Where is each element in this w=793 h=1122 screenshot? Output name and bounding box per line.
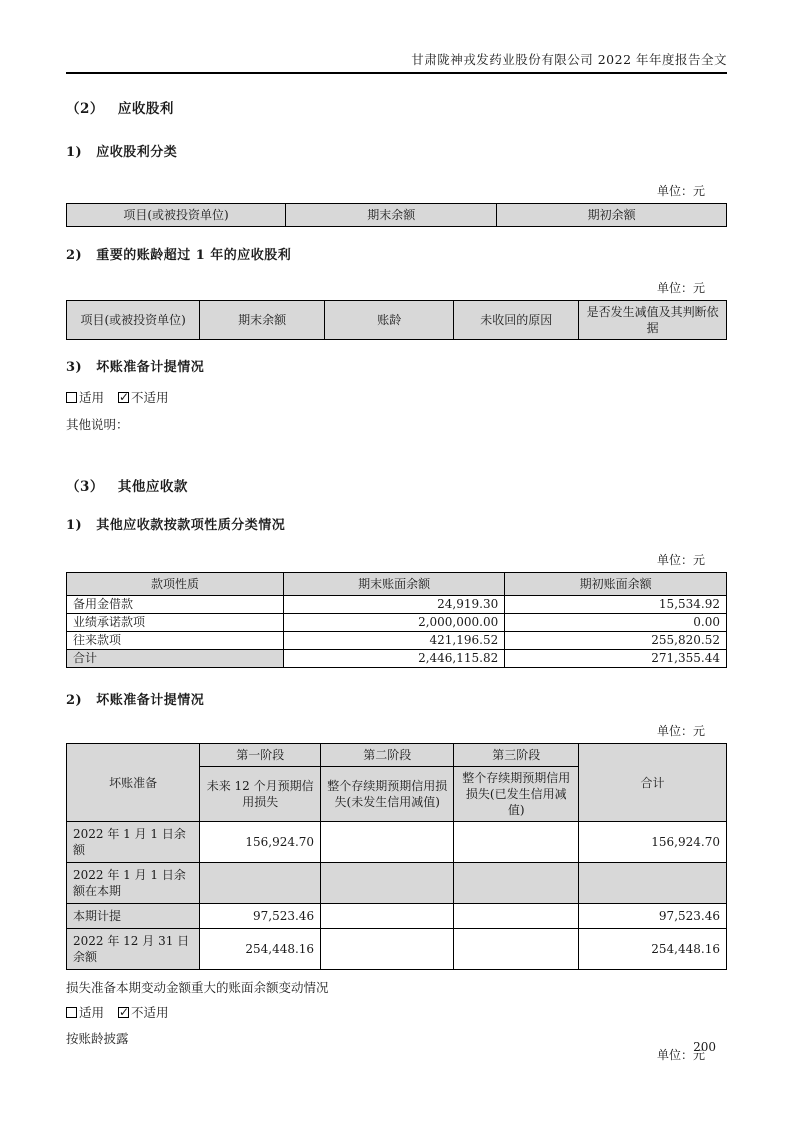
unit-label: 单位：元 (656, 184, 705, 198)
value-cell: 2,446,115.82 (284, 650, 505, 668)
value-cell: 421,196.52 (284, 632, 505, 650)
not-applicable-label: 不适用 (131, 1005, 169, 1020)
applicable-option (66, 390, 104, 405)
header-cell: 期末余额 (200, 301, 325, 340)
value-cell: 271,355.44 (505, 650, 727, 668)
value-cell (321, 929, 454, 970)
subsection-number: 2) (66, 248, 83, 263)
value-cell: 156,924.70 (200, 822, 321, 863)
total-label-cell: 合计 (67, 650, 284, 668)
table-row (67, 632, 727, 650)
unit-label: 单位：元 (656, 553, 705, 567)
header-cell: 账龄 (325, 301, 454, 340)
section-title: 应收股利 (117, 101, 174, 117)
applicability-checkboxes (66, 1004, 727, 1021)
unit-label: 单位：元 (656, 281, 705, 295)
section-heading-dividends (66, 101, 727, 118)
unit-label: 单位：元 (656, 724, 705, 738)
subsection-title: 应收股利分类 (96, 145, 178, 160)
header-cell: 第二阶段 (321, 744, 454, 767)
aging-disclosure-note: 按账龄披露 (66, 1031, 129, 1046)
value-cell (200, 863, 321, 904)
header-cell: 是否发生减值及其判断依据 (579, 301, 727, 340)
corner-header-cell: 坏账准备 (67, 744, 200, 822)
value-cell: 97,523.46 (579, 904, 727, 929)
value-cell (454, 863, 579, 904)
loss-provision-note: 损失准备本期变动金额重大的账面余额变动情况 (66, 980, 329, 995)
row-label-cell: 2022 年 12 月 31 日余额 (67, 929, 200, 970)
table-row (67, 904, 727, 929)
subsection-dividend-aging (66, 247, 727, 264)
total-row (67, 650, 727, 668)
value-cell: 254,448.16 (200, 929, 321, 970)
header-cell: 期初余额 (497, 204, 727, 227)
header-cell: 项目(或被投资单位) (67, 204, 286, 227)
subsection-title: 坏账准备计提情况 (96, 693, 205, 708)
subsection-number: 1) (66, 518, 83, 533)
table-header-row (67, 301, 727, 340)
header-cell: 整个存续期预期信用损失(已发生信用减值) (454, 767, 579, 822)
header-cell: 第一阶段 (200, 744, 321, 767)
table-row (67, 822, 727, 863)
table-row (67, 614, 727, 632)
total-header-cell: 合计 (579, 744, 727, 822)
value-cell (454, 929, 579, 970)
subsection-title: 重要的账龄超过 1 年的应收股利 (96, 248, 292, 263)
unchecked-checkbox-icon (66, 392, 77, 403)
subsection-bad-debt-provision-2 (66, 692, 727, 709)
value-cell (321, 863, 454, 904)
applicable-label: 适用 (79, 1005, 105, 1020)
table-header-row (67, 204, 727, 227)
subsection-title: 坏账准备计提情况 (96, 360, 205, 375)
applicable-label: 适用 (79, 390, 105, 405)
subsection-number: 1) (66, 145, 83, 160)
nature-label-cell: 备用金借款 (67, 596, 284, 614)
dividend-classification-table (66, 203, 727, 227)
subsection-number: 3) (66, 360, 83, 375)
header-cell: 期末余额 (286, 204, 497, 227)
receivables-by-nature-table (66, 572, 727, 668)
subsection-nature-classification (66, 517, 727, 534)
value-cell: 24,919.30 (284, 596, 505, 614)
header-cell: 未收回的原因 (454, 301, 579, 340)
table-header-row (67, 573, 727, 596)
value-cell: 2,000,000.00 (284, 614, 505, 632)
table-row (67, 863, 727, 904)
unit-label: 单位：元 (656, 1048, 705, 1062)
header-cell: 项目(或被投资单位) (67, 301, 200, 340)
subsection-bad-debt-provision (66, 359, 727, 376)
page-number: 200 (693, 1040, 716, 1054)
nature-label-cell: 业绩承诺款项 (67, 614, 284, 632)
value-cell (321, 904, 454, 929)
row-label-cell: 2022 年 1 月 1 日余额 (67, 822, 200, 863)
header-cell: 未来 12 个月预期信用损失 (200, 767, 321, 822)
value-cell: 97,523.46 (200, 904, 321, 929)
header-cell: 期末账面余额 (284, 573, 505, 596)
checked-checkbox-icon: ✓ (119, 390, 130, 404)
report-header-title: 甘肃陇神戎发药业股份有限公司 2022 年年度报告全文 (411, 52, 727, 67)
header-cell: 第三阶段 (454, 744, 579, 767)
unchecked-checkbox-icon (66, 1007, 77, 1018)
value-cell: 156,924.70 (579, 822, 727, 863)
not-applicable-label: 不适用 (131, 390, 169, 405)
section-title: 其他应收款 (117, 479, 188, 495)
subsection-number: 2) (66, 693, 83, 708)
value-cell: 255,820.52 (505, 632, 727, 650)
section-heading-other-receivables (66, 479, 727, 496)
applicability-checkboxes (66, 389, 727, 406)
header-cell: 款项性质 (67, 573, 284, 596)
applicable-option (66, 1005, 104, 1020)
value-cell: 15,534.92 (505, 596, 727, 614)
checked-checkbox-icon: ✓ (119, 1005, 130, 1019)
table-row (67, 929, 727, 970)
table-row (67, 596, 727, 614)
bad-debt-stages-table (66, 743, 727, 970)
subsection-dividend-classification (66, 144, 727, 161)
row-label-cell: 2022 年 1 月 1 日余额在本期 (67, 863, 200, 904)
nature-label-cell: 往来款项 (67, 632, 284, 650)
other-note-label: 其他说明： (66, 417, 129, 432)
dividend-aging-table (66, 300, 727, 340)
header-rule (66, 72, 727, 74)
not-applicable-option (118, 390, 169, 405)
row-label-cell: 本期计提 (67, 904, 200, 929)
value-cell (579, 863, 727, 904)
header-cell: 期初账面余额 (505, 573, 727, 596)
header-cell: 整个存续期预期信用损失(未发生信用减值) (321, 767, 454, 822)
value-cell (454, 904, 579, 929)
not-applicable-option (118, 1005, 169, 1020)
value-cell: 254,448.16 (579, 929, 727, 970)
value-cell (321, 822, 454, 863)
section-number: （3） (66, 479, 104, 495)
stage-header-row (67, 744, 727, 767)
value-cell: 0.00 (505, 614, 727, 632)
section-number: （2） (66, 101, 104, 117)
subsection-title: 其他应收款按款项性质分类情况 (96, 518, 286, 533)
value-cell (454, 822, 579, 863)
